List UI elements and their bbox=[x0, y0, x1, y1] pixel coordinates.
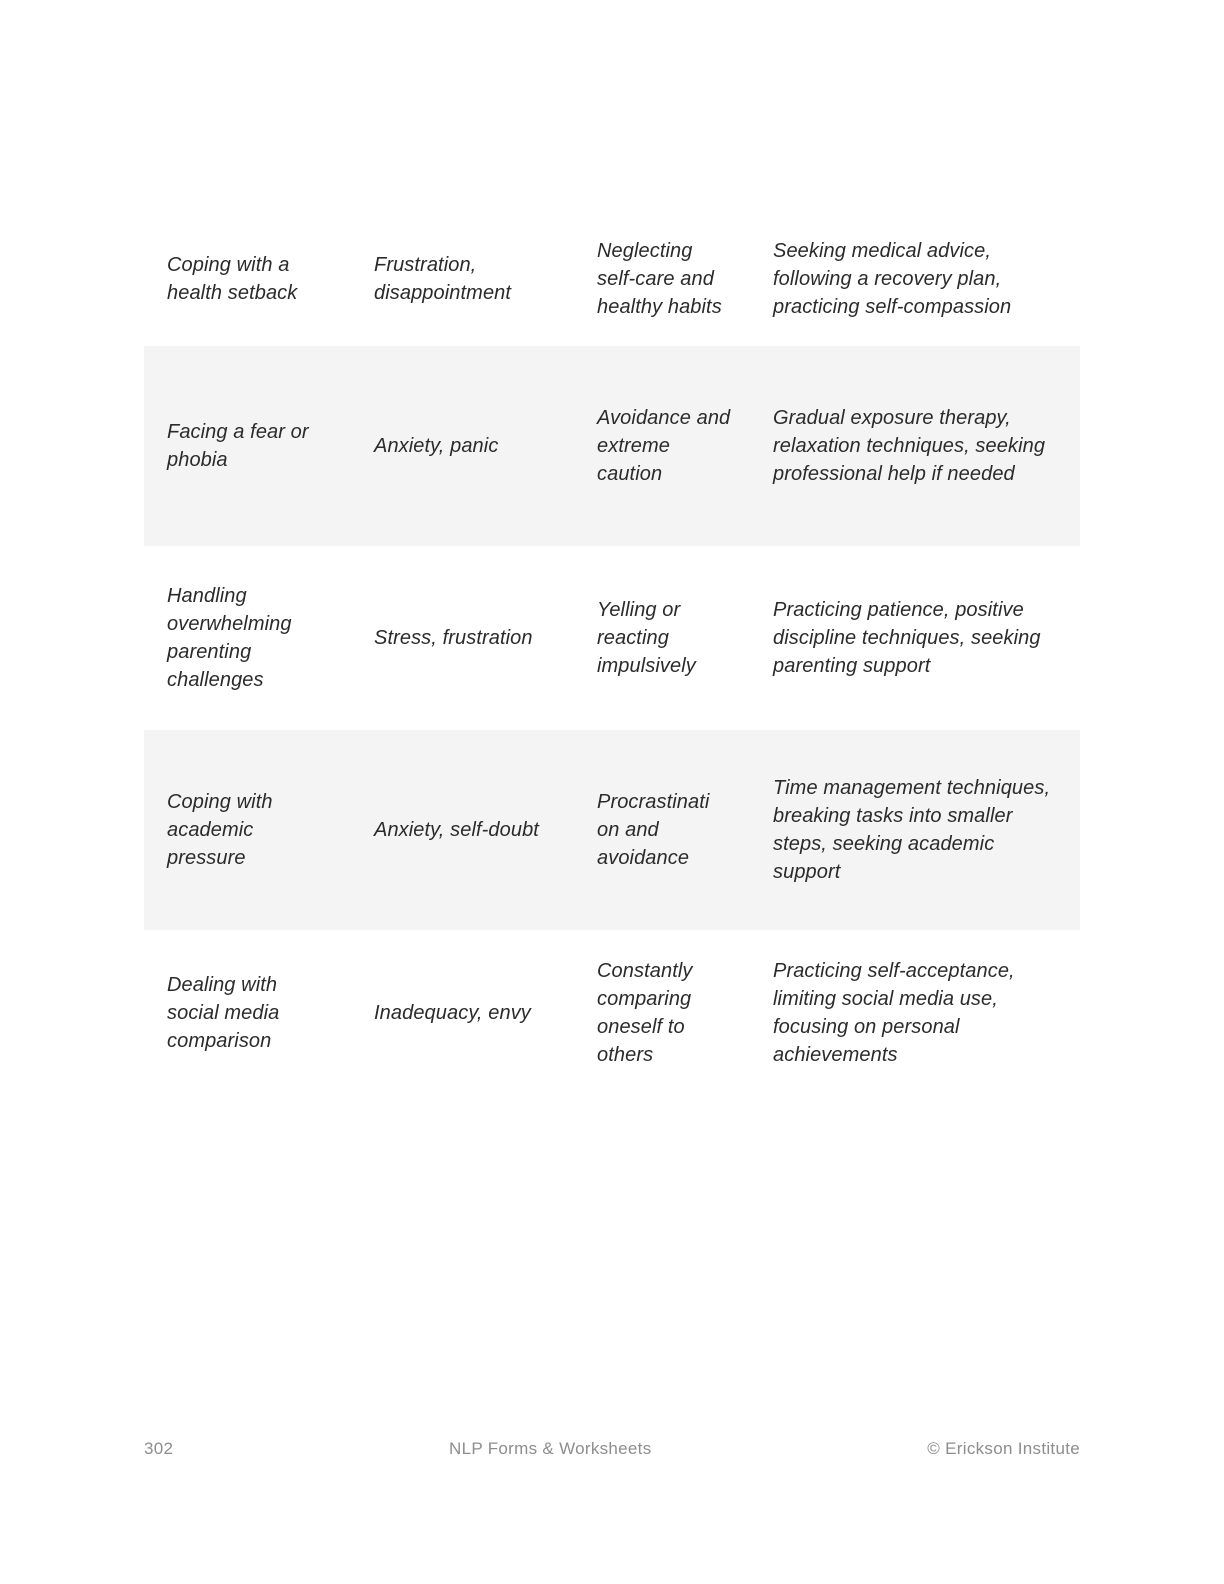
page-number: 302 bbox=[144, 1439, 174, 1458]
cell-text: Practicing patience, positive discipline techniques, seeking parenting support bbox=[773, 599, 1041, 677]
table-cell-emotion bbox=[352, 212, 574, 346]
footer-title: NLP Forms & Worksheets bbox=[449, 1439, 652, 1458]
table-row bbox=[144, 546, 1080, 730]
table-cell-helpful-strategy bbox=[752, 212, 1080, 346]
cell-text: Coping with academic pressure bbox=[167, 791, 273, 869]
cell-text: Handling overwhelming parenting challenges bbox=[167, 585, 292, 691]
cell-text: Procrastinati on and avoidance bbox=[597, 791, 710, 869]
cell-text: Neglecting self-care and healthy habits bbox=[597, 240, 722, 318]
table-cell-unhelpful-response bbox=[574, 212, 752, 346]
table-cell-helpful-strategy bbox=[752, 730, 1080, 930]
cell-text: Anxiety, self-doubt bbox=[374, 819, 539, 841]
table-cell-situation bbox=[144, 346, 352, 546]
table-row bbox=[144, 346, 1080, 546]
table-cell-situation bbox=[144, 930, 352, 1096]
table-cell-helpful-strategy bbox=[752, 346, 1080, 546]
cell-text: Facing a fear or phobia bbox=[167, 421, 309, 471]
table-cell-helpful-strategy bbox=[752, 546, 1080, 730]
cell-text: Frustration, disappointment bbox=[374, 254, 512, 304]
cell-text: Anxiety, panic bbox=[374, 435, 499, 457]
table-body bbox=[144, 212, 1080, 1096]
page-footer bbox=[144, 1434, 1080, 1464]
table-cell-situation bbox=[144, 730, 352, 930]
cell-text: Gradual exposure therapy, relaxation techniques, seeking professional help if needed bbox=[773, 407, 1046, 485]
table-cell-situation bbox=[144, 212, 352, 346]
cell-text: Coping with a health setback bbox=[167, 254, 298, 304]
table-row bbox=[144, 930, 1080, 1096]
cell-text: Seeking medical advice, following a recovery plan, practicing self-compassion bbox=[773, 240, 1012, 318]
table-cell-emotion bbox=[352, 346, 574, 546]
table-cell-helpful-strategy bbox=[752, 930, 1080, 1096]
table-cell-unhelpful-response bbox=[574, 346, 752, 546]
table-row bbox=[144, 730, 1080, 930]
table-cell-emotion bbox=[352, 730, 574, 930]
cell-text: Time management techniques, breaking tasks into smaller steps, seeking academic support bbox=[773, 777, 1051, 883]
table-cell-emotion bbox=[352, 930, 574, 1096]
table-cell-unhelpful-response bbox=[574, 930, 752, 1096]
cell-text: Inadequacy, envy bbox=[374, 1002, 531, 1024]
coping-strategies-table bbox=[144, 212, 1080, 1096]
table-cell-unhelpful-response bbox=[574, 730, 752, 930]
table-row bbox=[144, 212, 1080, 346]
cell-text: Dealing with social media comparison bbox=[167, 974, 280, 1052]
cell-text: Constantly comparing oneself to others bbox=[597, 960, 693, 1066]
cell-text: Stress, frustration bbox=[374, 627, 533, 649]
cell-text: Practicing self-acceptance, limiting social media use, focusing on personal achievements bbox=[773, 960, 1015, 1066]
footer-copyright: © Erickson Institute bbox=[927, 1439, 1080, 1458]
table-cell-unhelpful-response bbox=[574, 546, 752, 730]
cell-text: Avoidance and extreme caution bbox=[597, 407, 731, 485]
cell-text: Yelling or reacting impulsively bbox=[597, 599, 696, 677]
table-cell-situation bbox=[144, 546, 352, 730]
table-cell-emotion bbox=[352, 546, 574, 730]
